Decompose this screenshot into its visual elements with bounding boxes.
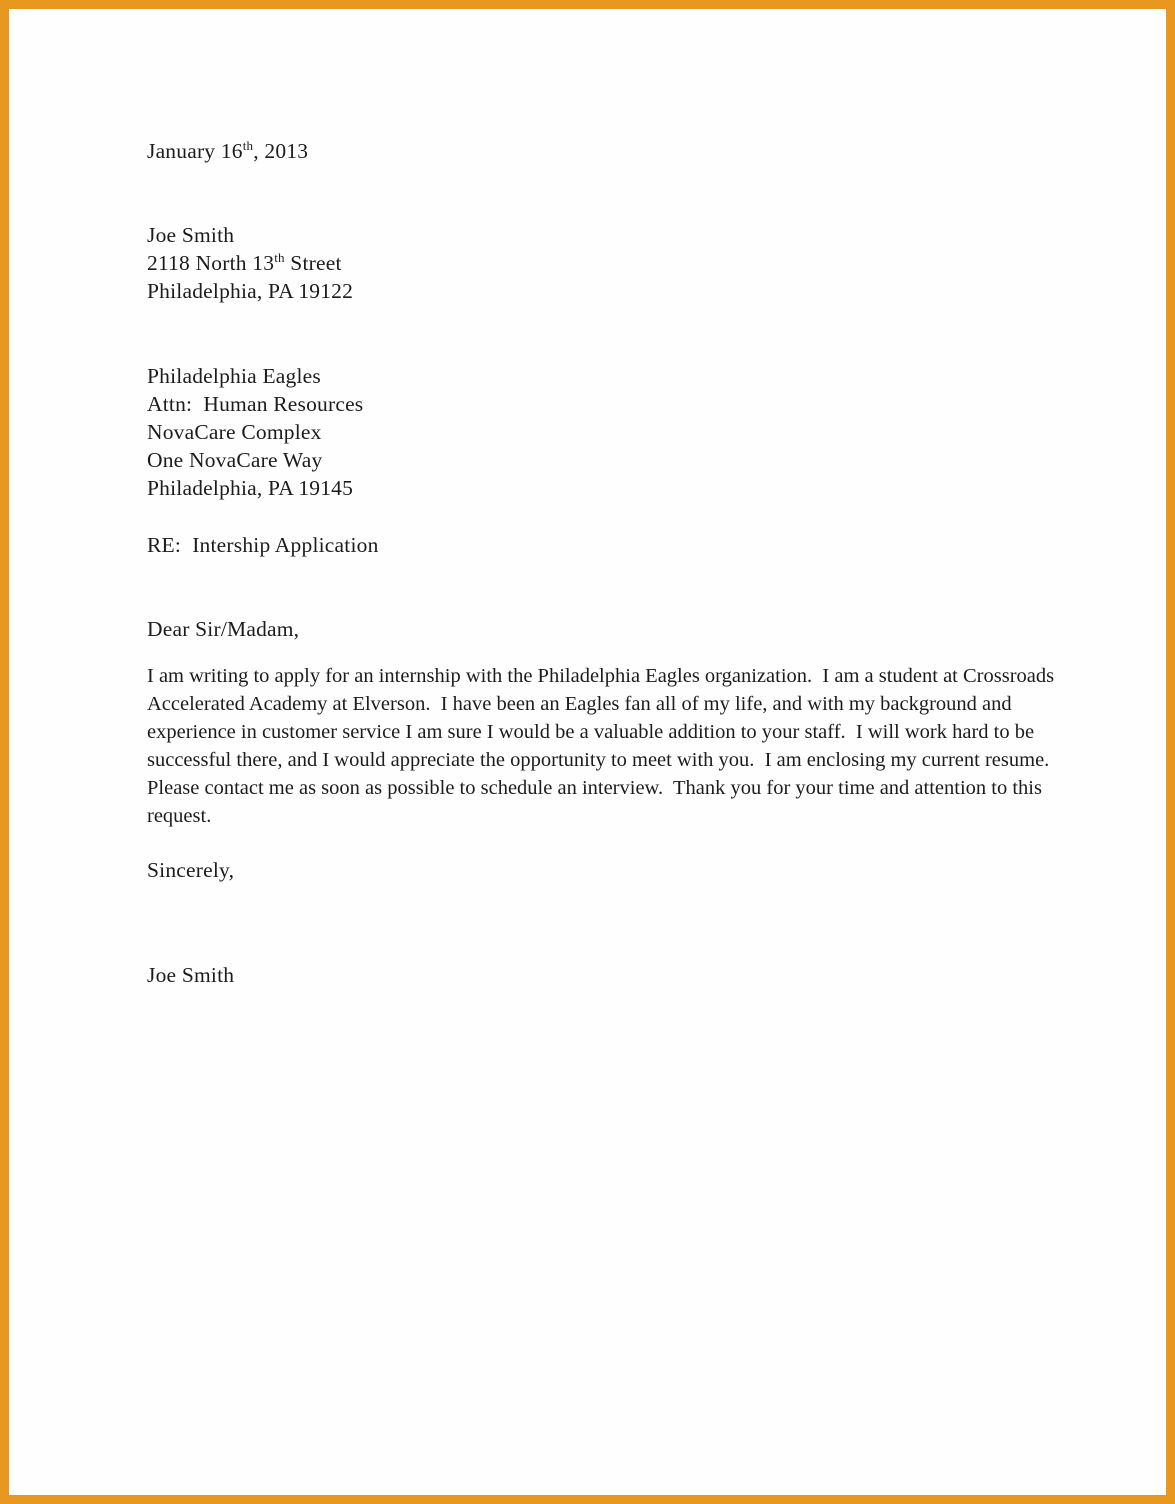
date-line xyxy=(147,137,1056,165)
recipient-city: Philadelphia, PA 19145 xyxy=(147,476,354,500)
recipient-attn: Attn: Human Resources xyxy=(147,392,364,416)
sender-street-number: 2118 North 13 xyxy=(147,251,275,275)
sender-name: Joe Smith xyxy=(147,223,235,247)
recipient-address-block xyxy=(147,362,1056,502)
date-ordinal: th xyxy=(242,137,254,153)
date-block xyxy=(147,137,1056,165)
recipient-organization: Philadelphia Eagles xyxy=(147,364,321,388)
sender-street-ordinal: th xyxy=(274,249,285,265)
recipient-building: NovaCare Complex xyxy=(147,420,322,444)
sender-street-suffix: Street xyxy=(284,251,342,275)
recipient-street: One NovaCare Way xyxy=(147,448,323,472)
subject-line: RE: Intership Application xyxy=(147,533,379,557)
letter-content xyxy=(147,137,1060,989)
sender-city: Philadelphia, PA 19122 xyxy=(147,279,354,303)
signature-name: Joe Smith xyxy=(147,963,235,987)
date-day: January 16 xyxy=(147,139,243,163)
sender-street xyxy=(147,249,1056,277)
body-paragraph: I am writing to apply for an internship with the Philadelphia Eagles organization. I am a student at Crossroads Accelerated Academy at Elverson. I have been an Eagles fan all of my life, and with my background and experience in customer service I am sure I would be a valuable addition to your staff. I will work hard to be successful there, and I would appreciate the opportunity to meet with you. I am enclosing my current resume. Please contact me as soon as possible to schedule an interview. Thank you for your time and attention to this request. xyxy=(147,665,1060,827)
closing: Sincerely, xyxy=(147,858,235,882)
date-year: , 2013 xyxy=(253,139,309,163)
salutation: Dear Sir/Madam, xyxy=(147,617,300,641)
sender-address-block xyxy=(147,221,1056,305)
